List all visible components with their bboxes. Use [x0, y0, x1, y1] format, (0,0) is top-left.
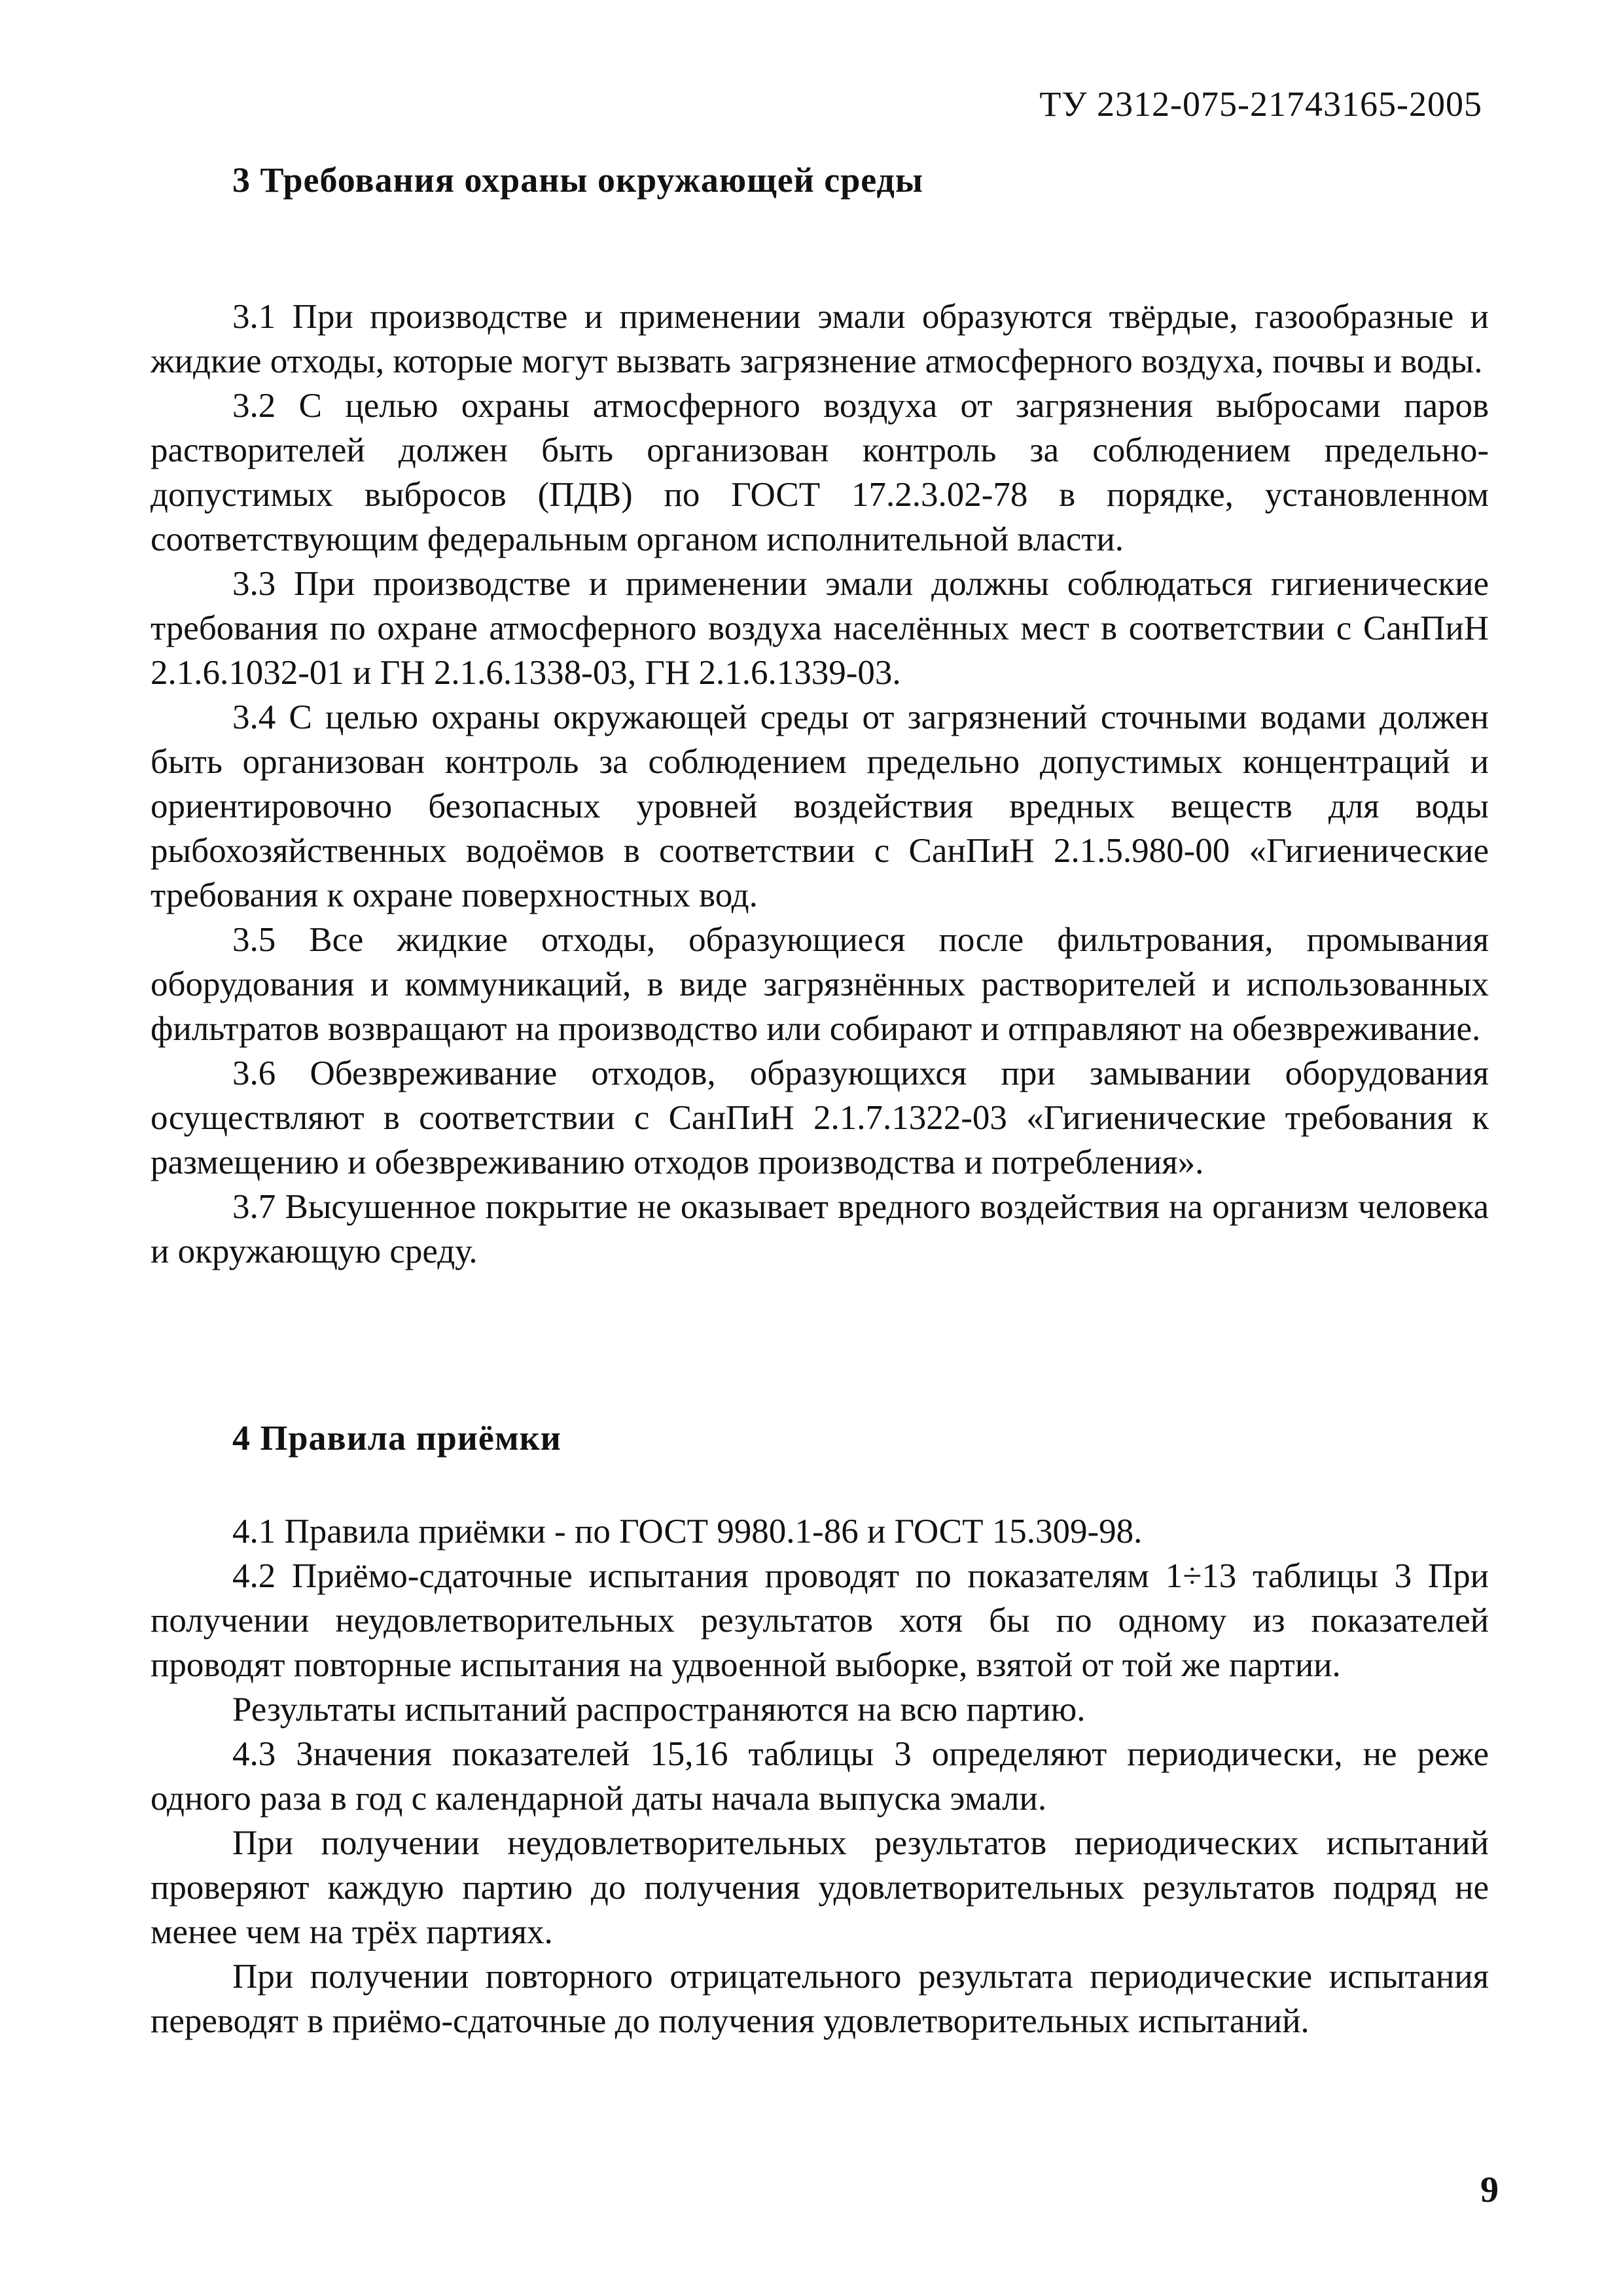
paragraph-3-6: 3.6 Обезвреживание отходов, образующихся при замывании оборудования осуществляют в соответствии с СанПиН 2.1.7.1322-03 «Гигиенические требования к размещению и обезвреживанию отходов производства и потребления».: [151, 1054, 1489, 1181]
paragraph-4-3-repeat: При получении повторного отрицательного результата периодические испытания переводят в приёмо-сдаточные до получения удовлетворительных испытаний.: [151, 1958, 1489, 2040]
paragraph-3-3: 3.3 При производстве и применении эмали должны соблюдаться гигиенические требования по охране атмосферного воздуха населённых мест в соответствии с СанПиН 2.1.6.1032-01 и ГН 2.1.6.1338-03, ГН 2.1.6.1339-03.: [151, 565, 1489, 692]
paragraph-3-1: 3.1 При производстве и применении эмали образуются твёрдые, газообразные и жидкие отходы, которые могут вызвать загрязнение атмосферного воздуха, почвы и воды.: [151, 298, 1489, 380]
paragraph-3-4: 3.4 С целью охраны окружающей среды от загрязнений сточными водами должен быть организован контроль за соблюдением предельно допустимых концентраций и ориентировочно безопасных уровней воздействия вредных веществ для воды рыбохозяйственных водоёмов в соответствии с СанПиН 2.1.5.980-00 «Гигиенические требования к охране поверхностных вод.: [151, 698, 1489, 914]
paragraph-4-3-periodic: При получении неудовлетворительных результатов периодических испытаний проверяют каждую партию до получения удовлетворительных результатов подряд не менее чем на трёх партиях.: [151, 1824, 1489, 1951]
paragraph-4-1: 4.1 Правила приёмки - по ГОСТ 9980.1-86 и ГОСТ 15.309-98.: [232, 1513, 1143, 1551]
section-4-title: 4 Правила приёмки: [232, 1418, 562, 1458]
paragraph-4-2: 4.2 Приёмо-сдаточные испытания проводят по показателям 1÷13 таблицы 3 При получении неудовлетворительных результатов хотя бы по одному из показателей проводят повторные испытания на удвоенной выборке, взятой от той же партии.: [151, 1557, 1489, 1684]
document-code: ТУ 2312-075-21743165-2005: [1039, 84, 1482, 124]
paragraph-3-2: 3.2 С целью охраны атмосферного воздуха от загрязнения выбросами паров растворителей должен быть организован контроль за соблюдением предельно-допустимых выбросов (ПДВ) по ГОСТ 17.2.3.02-78 в порядке, установленном соответствующим федеральным органом исполнительной власти.: [151, 387, 1489, 558]
paragraph-4-3: 4.3 Значения показателей 15,16 таблицы 3 определяют периодически, не реже одного раза в год с календарной даты начала выпуска эмали.: [151, 1735, 1489, 1818]
section-4-body: [151, 1509, 1489, 2043]
paragraph-3-7: 3.7 Высушенное покрытие не оказывает вредного воздействия на организм человека и окружающую среду.: [151, 1188, 1489, 1270]
paragraph-4-2-results: Результаты испытаний распространяются на всю партию.: [232, 1691, 1086, 1729]
paragraph-3-5: 3.5 Все жидкие отходы, образующиеся после фильтрования, промывания оборудования и коммуникаций, в виде загрязнённых растворителей и использованных фильтратов возвращают на производство или собирают и отправляют на обезвреживание.: [151, 921, 1489, 1048]
section-3-title: 3 Требования охраны окружающей среды: [232, 160, 924, 200]
page-number: 9: [1480, 2170, 1499, 2210]
section-3-body: [151, 295, 1489, 1274]
